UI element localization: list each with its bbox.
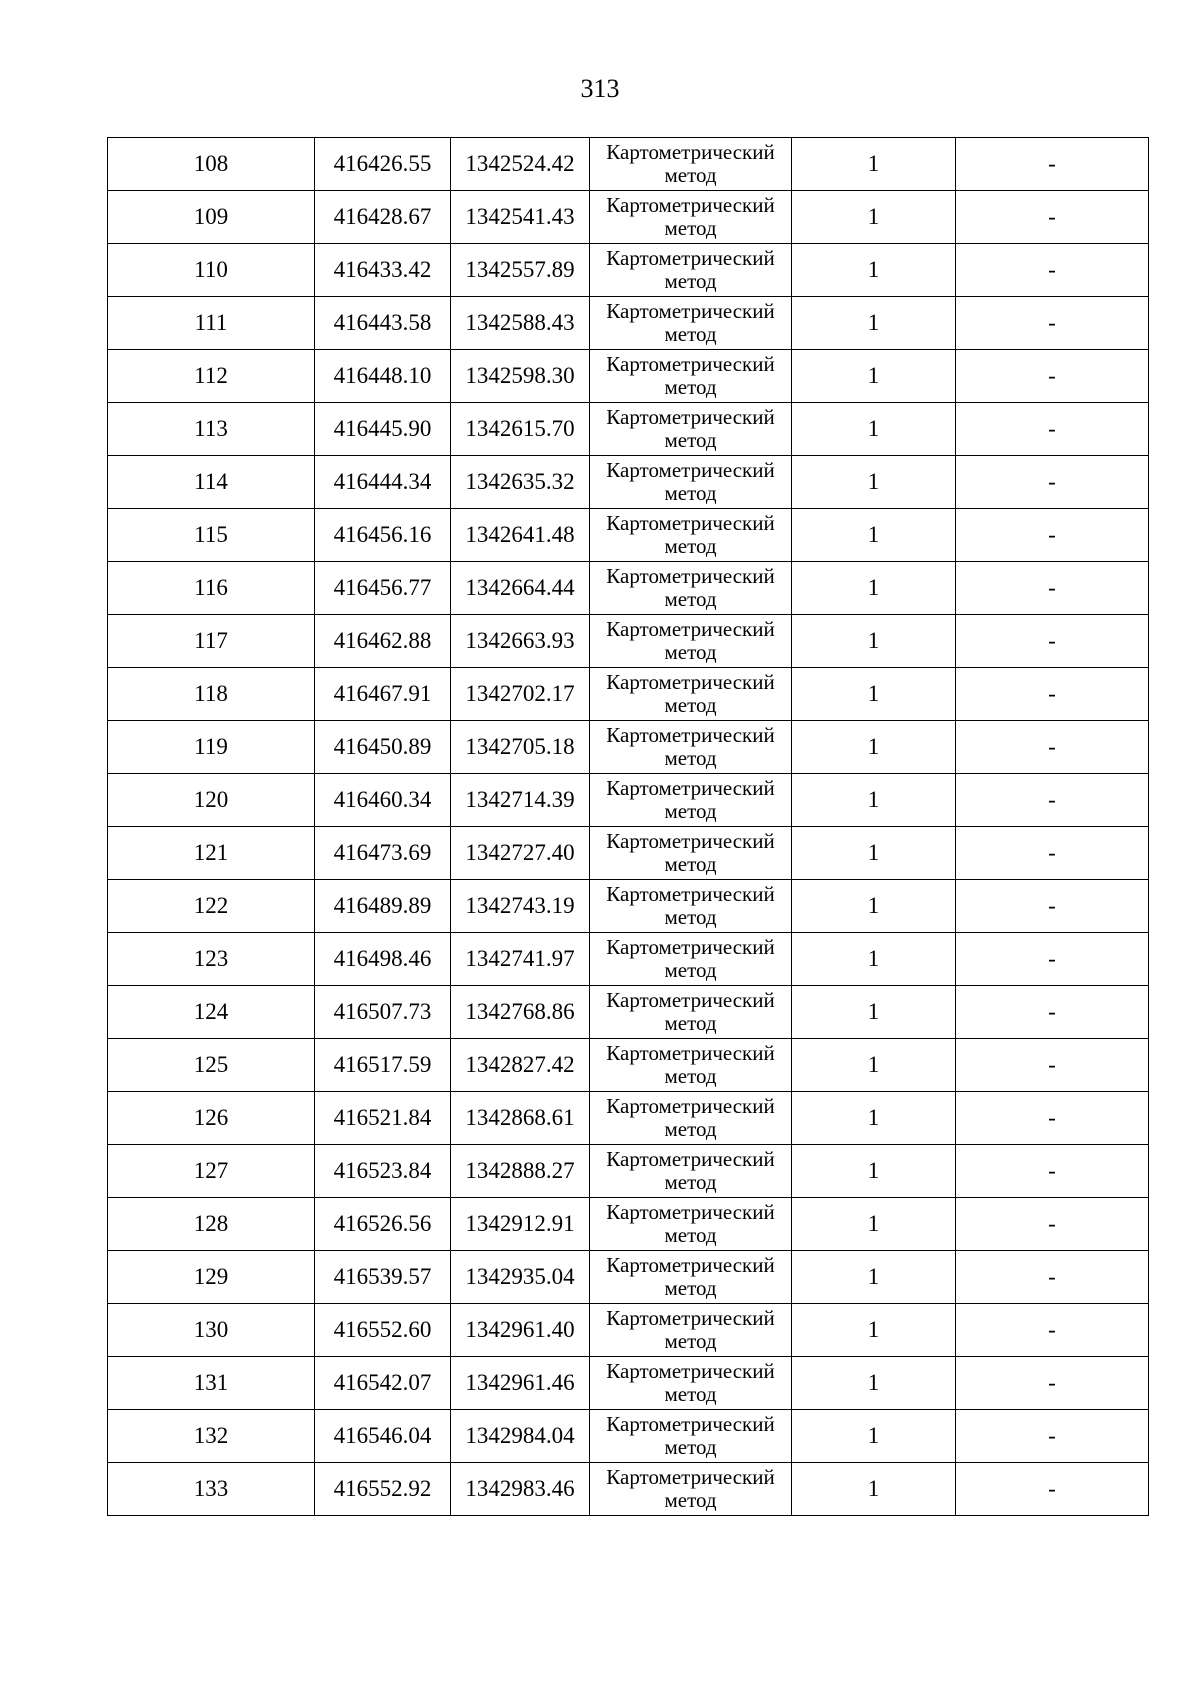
description-cell: - [956,297,1149,350]
accuracy-cell: 1 [792,1410,956,1463]
point-number-cell: 108 [108,138,315,191]
method-cell: Картометрический метод [590,297,792,350]
description-cell: - [956,668,1149,721]
method-cell: Картометрический метод [590,562,792,615]
point-number-cell: 123 [108,933,315,986]
table-row [108,933,1149,986]
x-coordinate-cell: 416552.60 [315,1304,451,1357]
y-coordinate-cell: 1342984.04 [451,1410,590,1463]
accuracy-cell: 1 [792,244,956,297]
accuracy-cell: 1 [792,986,956,1039]
method-cell: Картометрический метод [590,721,792,774]
accuracy-cell: 1 [792,880,956,933]
point-number-cell: 127 [108,1145,315,1198]
point-number-cell: 133 [108,1463,315,1516]
description-cell: - [956,509,1149,562]
accuracy-cell: 1 [792,403,956,456]
method-cell: Картометрический метод [590,1145,792,1198]
point-number-cell: 117 [108,615,315,668]
accuracy-cell: 1 [792,1039,956,1092]
point-number-cell: 112 [108,350,315,403]
accuracy-cell: 1 [792,509,956,562]
description-cell: - [956,1304,1149,1357]
table-row [108,1251,1149,1304]
x-coordinate-cell: 416552.92 [315,1463,451,1516]
y-coordinate-cell: 1342868.61 [451,1092,590,1145]
accuracy-cell: 1 [792,456,956,509]
y-coordinate-cell: 1342743.19 [451,880,590,933]
table-row [108,403,1149,456]
y-coordinate-cell: 1342524.42 [451,138,590,191]
method-cell: Картометрический метод [590,1198,792,1251]
x-coordinate-cell: 416444.34 [315,456,451,509]
y-coordinate-cell: 1342714.39 [451,774,590,827]
description-cell: - [956,615,1149,668]
y-coordinate-cell: 1342912.91 [451,1198,590,1251]
x-coordinate-cell: 416523.84 [315,1145,451,1198]
point-number-cell: 132 [108,1410,315,1463]
x-coordinate-cell: 416539.57 [315,1251,451,1304]
description-cell: - [956,191,1149,244]
point-number-cell: 125 [108,1039,315,1092]
y-coordinate-cell: 1342888.27 [451,1145,590,1198]
method-cell: Картометрический метод [590,986,792,1039]
y-coordinate-cell: 1342983.46 [451,1463,590,1516]
x-coordinate-cell: 416450.89 [315,721,451,774]
point-number-cell: 130 [108,1304,315,1357]
point-number-cell: 119 [108,721,315,774]
table-row [108,1092,1149,1145]
x-coordinate-cell: 416456.77 [315,562,451,615]
table-row [108,509,1149,562]
accuracy-cell: 1 [792,615,956,668]
y-coordinate-cell: 1342705.18 [451,721,590,774]
table-row [108,191,1149,244]
description-cell: - [956,244,1149,297]
description-cell: - [956,721,1149,774]
table-row [108,350,1149,403]
method-cell: Картометрический метод [590,1410,792,1463]
accuracy-cell: 1 [792,1357,956,1410]
x-coordinate-cell: 416489.89 [315,880,451,933]
accuracy-cell: 1 [792,1145,956,1198]
x-coordinate-cell: 416428.67 [315,191,451,244]
description-cell: - [956,880,1149,933]
method-cell: Картометрический метод [590,403,792,456]
point-number-cell: 118 [108,668,315,721]
description-cell: - [956,562,1149,615]
y-coordinate-cell: 1342961.40 [451,1304,590,1357]
table-row [108,138,1149,191]
accuracy-cell: 1 [792,1304,956,1357]
x-coordinate-cell: 416473.69 [315,827,451,880]
method-cell: Картометрический метод [590,615,792,668]
y-coordinate-cell: 1342541.43 [451,191,590,244]
point-number-cell: 129 [108,1251,315,1304]
point-number-cell: 121 [108,827,315,880]
method-cell: Картометрический метод [590,1304,792,1357]
accuracy-cell: 1 [792,562,956,615]
y-coordinate-cell: 1342702.17 [451,668,590,721]
y-coordinate-cell: 1342827.42 [451,1039,590,1092]
point-number-cell: 131 [108,1357,315,1410]
point-number-cell: 113 [108,403,315,456]
table-row [108,986,1149,1039]
method-cell: Картометрический метод [590,774,792,827]
table-row [108,1039,1149,1092]
description-cell: - [956,403,1149,456]
table-row [108,1145,1149,1198]
description-cell: - [956,350,1149,403]
y-coordinate-cell: 1342663.93 [451,615,590,668]
accuracy-cell: 1 [792,933,956,986]
method-cell: Картометрический метод [590,1357,792,1410]
description-cell: - [956,774,1149,827]
x-coordinate-cell: 416433.42 [315,244,451,297]
point-number-cell: 122 [108,880,315,933]
accuracy-cell: 1 [792,1463,956,1516]
table-row [108,615,1149,668]
x-coordinate-cell: 416542.07 [315,1357,451,1410]
accuracy-cell: 1 [792,668,956,721]
point-number-cell: 109 [108,191,315,244]
description-cell: - [956,986,1149,1039]
table-row [108,721,1149,774]
point-number-cell: 111 [108,297,315,350]
y-coordinate-cell: 1342557.89 [451,244,590,297]
x-coordinate-cell: 416456.16 [315,509,451,562]
y-coordinate-cell: 1342635.32 [451,456,590,509]
x-coordinate-cell: 416546.04 [315,1410,451,1463]
table-row [108,1410,1149,1463]
description-cell: - [956,1092,1149,1145]
table-row [108,1463,1149,1516]
table-row [108,880,1149,933]
x-coordinate-cell: 416467.91 [315,668,451,721]
table-row [108,827,1149,880]
x-coordinate-cell: 416498.46 [315,933,451,986]
y-coordinate-cell: 1342727.40 [451,827,590,880]
method-cell: Картометрический метод [590,191,792,244]
x-coordinate-cell: 416526.56 [315,1198,451,1251]
accuracy-cell: 1 [792,1092,956,1145]
description-cell: - [956,1145,1149,1198]
y-coordinate-cell: 1342641.48 [451,509,590,562]
table-row [108,1198,1149,1251]
point-number-cell: 110 [108,244,315,297]
description-cell: - [956,1410,1149,1463]
x-coordinate-cell: 416517.59 [315,1039,451,1092]
method-cell: Картометрический метод [590,933,792,986]
x-coordinate-cell: 416521.84 [315,1092,451,1145]
x-coordinate-cell: 416426.55 [315,138,451,191]
description-cell: - [956,1251,1149,1304]
description-cell: - [956,1198,1149,1251]
method-cell: Картометрический метод [590,138,792,191]
method-cell: Картометрический метод [590,350,792,403]
method-cell: Картометрический метод [590,1251,792,1304]
accuracy-cell: 1 [792,138,956,191]
description-cell: - [956,827,1149,880]
table-row [108,244,1149,297]
x-coordinate-cell: 416443.58 [315,297,451,350]
accuracy-cell: 1 [792,721,956,774]
y-coordinate-cell: 1342615.70 [451,403,590,456]
point-number-cell: 115 [108,509,315,562]
accuracy-cell: 1 [792,350,956,403]
x-coordinate-cell: 416460.34 [315,774,451,827]
x-coordinate-cell: 416448.10 [315,350,451,403]
table-row [108,297,1149,350]
table-row [108,562,1149,615]
y-coordinate-cell: 1342741.97 [451,933,590,986]
method-cell: Картометрический метод [590,1092,792,1145]
method-cell: Картометрический метод [590,668,792,721]
y-coordinate-cell: 1342768.86 [451,986,590,1039]
table-row [108,774,1149,827]
method-cell: Картометрический метод [590,1463,792,1516]
method-cell: Картометрический метод [590,509,792,562]
page-number: 313 [580,74,620,103]
description-cell: - [956,1039,1149,1092]
accuracy-cell: 1 [792,774,956,827]
x-coordinate-cell: 416507.73 [315,986,451,1039]
x-coordinate-cell: 416462.88 [315,615,451,668]
y-coordinate-cell: 1342935.04 [451,1251,590,1304]
table-row [108,1357,1149,1410]
point-number-cell: 126 [108,1092,315,1145]
coordinates-table-body [108,138,1149,1516]
table-row [108,668,1149,721]
description-cell: - [956,1463,1149,1516]
method-cell: Картометрический метод [590,827,792,880]
accuracy-cell: 1 [792,297,956,350]
accuracy-cell: 1 [792,827,956,880]
method-cell: Картометрический метод [590,880,792,933]
coordinates-table [107,137,1149,1516]
description-cell: - [956,1357,1149,1410]
x-coordinate-cell: 416445.90 [315,403,451,456]
accuracy-cell: 1 [792,1198,956,1251]
method-cell: Картометрический метод [590,244,792,297]
table-row [108,456,1149,509]
accuracy-cell: 1 [792,191,956,244]
y-coordinate-cell: 1342598.30 [451,350,590,403]
y-coordinate-cell: 1342961.46 [451,1357,590,1410]
point-number-cell: 120 [108,774,315,827]
point-number-cell: 128 [108,1198,315,1251]
method-cell: Картометрический метод [590,1039,792,1092]
method-cell: Картометрический метод [590,456,792,509]
y-coordinate-cell: 1342588.43 [451,297,590,350]
point-number-cell: 116 [108,562,315,615]
table-row [108,1304,1149,1357]
description-cell: - [956,933,1149,986]
accuracy-cell: 1 [792,1251,956,1304]
y-coordinate-cell: 1342664.44 [451,562,590,615]
description-cell: - [956,138,1149,191]
description-cell: - [956,456,1149,509]
point-number-cell: 114 [108,456,315,509]
point-number-cell: 124 [108,986,315,1039]
